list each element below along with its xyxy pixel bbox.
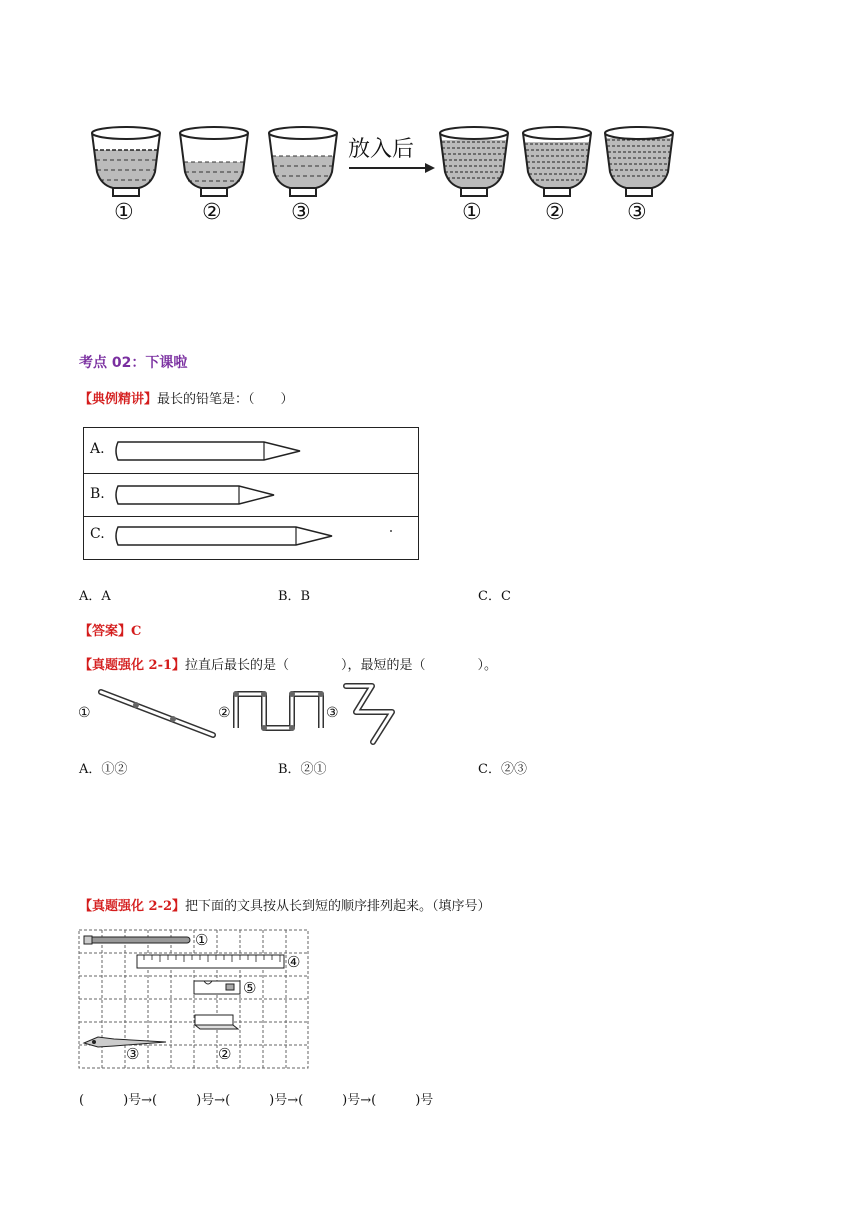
example-tag: 【典例精讲】	[79, 392, 158, 407]
q21-option-a[interactable]: A．①②	[79, 762, 128, 777]
pencil-row-label: A.	[90, 441, 105, 457]
q21-text: 拉直后最长的是（ ），最短的是（ ）。	[185, 658, 498, 673]
q22-order-blanks[interactable]: ( )号→( )号→( )号→( )号→( )号	[79, 1093, 434, 1108]
bowl-label-before-2: ②	[202, 200, 222, 225]
answer-tag: 【答案】	[79, 624, 132, 639]
q22-tag: 【真题强化 2-2】	[79, 899, 186, 914]
example-question-text: 最长的铅笔是：（ ）	[157, 392, 294, 407]
q22-label-2: ②	[218, 1045, 232, 1063]
pencil-a	[114, 440, 304, 462]
q22-label-5: ⑤	[243, 979, 257, 997]
q21-label-1: ①	[78, 705, 91, 721]
q21-figure	[78, 680, 408, 750]
q21-option-c[interactable]: C．②③	[478, 762, 527, 777]
bowl-label-before-3: ③	[291, 200, 311, 225]
dot-mark	[390, 530, 392, 532]
bowl-label-after-1: ①	[462, 200, 482, 225]
q21-label-2: ②	[218, 705, 231, 721]
pencil-table	[83, 427, 419, 560]
pencil-row-label: B.	[90, 486, 105, 502]
pencil-row-c	[84, 516, 418, 559]
arrow-label: 放入后	[348, 137, 415, 162]
q22-figure	[78, 929, 310, 1071]
answer-value: C	[131, 624, 142, 639]
pencil-b	[114, 484, 279, 506]
example-answer	[79, 620, 141, 639]
example-option-b[interactable]: B．B	[278, 589, 311, 604]
example-question	[79, 388, 294, 407]
pencil-c	[114, 525, 336, 547]
q21-question	[79, 654, 497, 673]
example-option-c[interactable]: C．C	[478, 589, 511, 604]
q22-text: 把下面的文具按从长到短的顺序排列起来。（填序号）	[185, 899, 491, 914]
bowls-figure	[85, 120, 685, 240]
section-title: 考点 02：下课啦	[79, 355, 188, 371]
q21-label-3: ③	[326, 705, 339, 721]
bowl-label-before-1: ①	[114, 200, 134, 225]
q22-question	[79, 895, 491, 914]
q22-grid-illustration	[78, 929, 310, 1071]
q21-option-b[interactable]: B．②①	[278, 762, 327, 777]
example-option-a[interactable]: A．A	[79, 589, 111, 604]
q21-tag: 【真题强化 2-1】	[79, 658, 186, 673]
bowl-label-after-3: ③	[627, 200, 647, 225]
bowl-label-after-2: ②	[545, 200, 565, 225]
pencil-row-b	[84, 473, 418, 517]
q22-label-3: ③	[126, 1045, 140, 1063]
pencil-row-label: C.	[90, 526, 105, 542]
q21-sticks	[96, 680, 396, 750]
q22-label-4: ④	[287, 953, 301, 971]
pencil-row-a	[84, 428, 418, 474]
q22-label-1: ①	[195, 931, 209, 949]
